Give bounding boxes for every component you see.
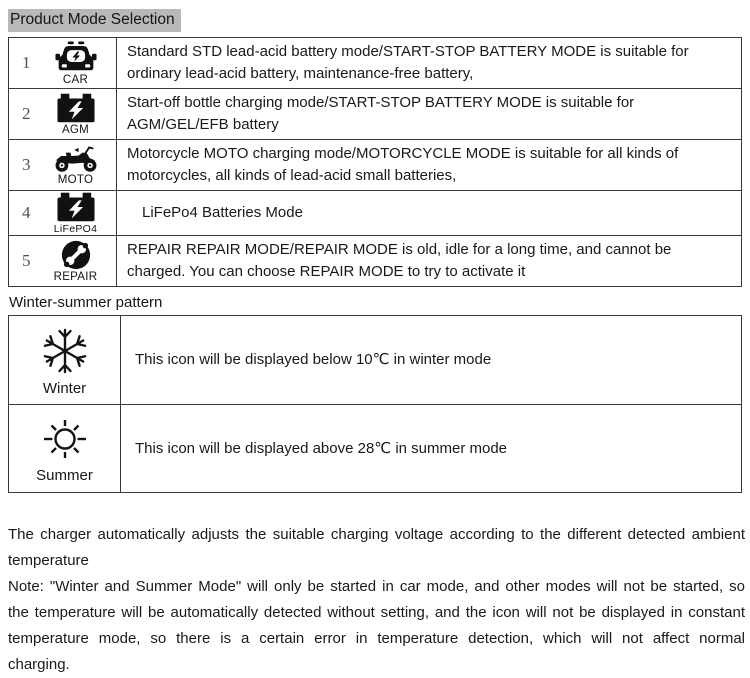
body-line: Note: "Winter and Summer Mode" will only be started in car mode, and other modes will not be started, so — [8, 578, 745, 595]
sun-icon — [39, 415, 91, 463]
mode-cell-desc — [117, 38, 741, 88]
table-row-summer — [9, 404, 741, 492]
desc-line: AGM/GEL/EFB battery — [127, 116, 279, 133]
body-line: the temperature will be automatically detected without setting, and the icon will not be displayed in constant — [8, 604, 745, 621]
section-title: Winter-summer pattern — [9, 294, 163, 311]
body-line: temperature — [8, 552, 89, 569]
icon-stack — [35, 191, 116, 235]
mode-cell-icon — [9, 89, 117, 139]
desc-line: Motorcycle MOTO charging mode/MOTORCYCLE MODE is suitable for all kinds of — [127, 145, 679, 162]
row-number: 1 — [22, 53, 31, 72]
season-cell-icon — [9, 405, 121, 492]
mode-cell-desc — [117, 89, 741, 139]
mode-cell-desc — [117, 140, 741, 190]
season-label: Summer — [36, 467, 93, 484]
mode-cell-icon — [9, 140, 117, 190]
icon-label: REPAIR — [53, 270, 98, 283]
row-number: 3 — [22, 155, 31, 174]
snowflake-icon — [40, 326, 90, 376]
lifepo4-battery-icon — [57, 191, 95, 222]
desc-line: REPAIR REPAIR MODE/REPAIR MODE is old, idle for a long time, and cannot be — [127, 241, 672, 258]
icon-label: CAR — [62, 73, 89, 86]
icon-label: MOTO — [57, 173, 94, 186]
season-cell-icon — [9, 316, 121, 404]
row-number: 4 — [22, 203, 31, 222]
season-table — [8, 315, 742, 493]
mode-cell-icon — [9, 236, 117, 286]
body-line: charging. — [8, 656, 70, 673]
table-row-winter — [9, 316, 741, 404]
mode-cell-desc — [117, 236, 741, 286]
body-line: The charger automatically adjusts the suitable charging voltage according to the different detected ambient — [8, 526, 745, 543]
season-cell-desc — [121, 405, 741, 492]
row-number: 2 — [22, 104, 31, 123]
table-row-car — [9, 38, 741, 88]
motorcycle-icon — [53, 145, 99, 173]
icon-stack — [35, 240, 116, 283]
season-cell-desc — [121, 316, 741, 404]
desc-line: This icon will be displayed above 28℃ in summer mode — [135, 439, 508, 457]
table-row-lifepo4 — [9, 190, 741, 235]
repair-icon — [61, 240, 91, 270]
season-label: Winter — [42, 379, 87, 397]
desc-line: LiFePo4 Batteries Mode — [142, 204, 303, 221]
body-line: temperature mode, so there is a certain error in temperature detection, which will not affect normal — [8, 630, 745, 647]
desc-line: Standard STD lead-acid battery mode/START-STOP BATTERY MODE is suitable for — [127, 43, 689, 60]
row-number: 5 — [22, 251, 31, 270]
table-row-repair — [9, 235, 741, 286]
desc-line: Start-off bottle charging mode/START-STOP BATTERY MODE is suitable for — [127, 94, 635, 111]
mode-cell-icon — [9, 38, 117, 88]
desc-line: motorcycles, all kinds of lead-acid small batteries, — [127, 167, 457, 184]
mode-cell-desc — [117, 191, 741, 235]
page-title: Product Mode Selection — [8, 9, 181, 32]
icon-stack — [35, 145, 116, 186]
mode-cell-icon — [9, 191, 117, 235]
icon-label: LiFePO4 — [53, 223, 98, 235]
footer-text — [8, 522, 745, 678]
table-row-agm — [9, 88, 741, 139]
mode-table — [8, 37, 742, 287]
table-row-moto — [9, 139, 741, 190]
desc-line: This icon will be displayed below 10℃ in winter mode — [135, 351, 492, 368]
icon-stack — [35, 41, 116, 86]
agm-battery-icon — [57, 92, 95, 123]
desc-line: ordinary lead-acid battery, maintenance-free battery, — [127, 65, 474, 82]
desc-line: charged. You can choose REPAIR MODE to try to activate it — [127, 263, 526, 280]
icon-label: AGM — [61, 124, 90, 136]
icon-stack — [35, 92, 116, 136]
car-icon — [55, 41, 97, 73]
